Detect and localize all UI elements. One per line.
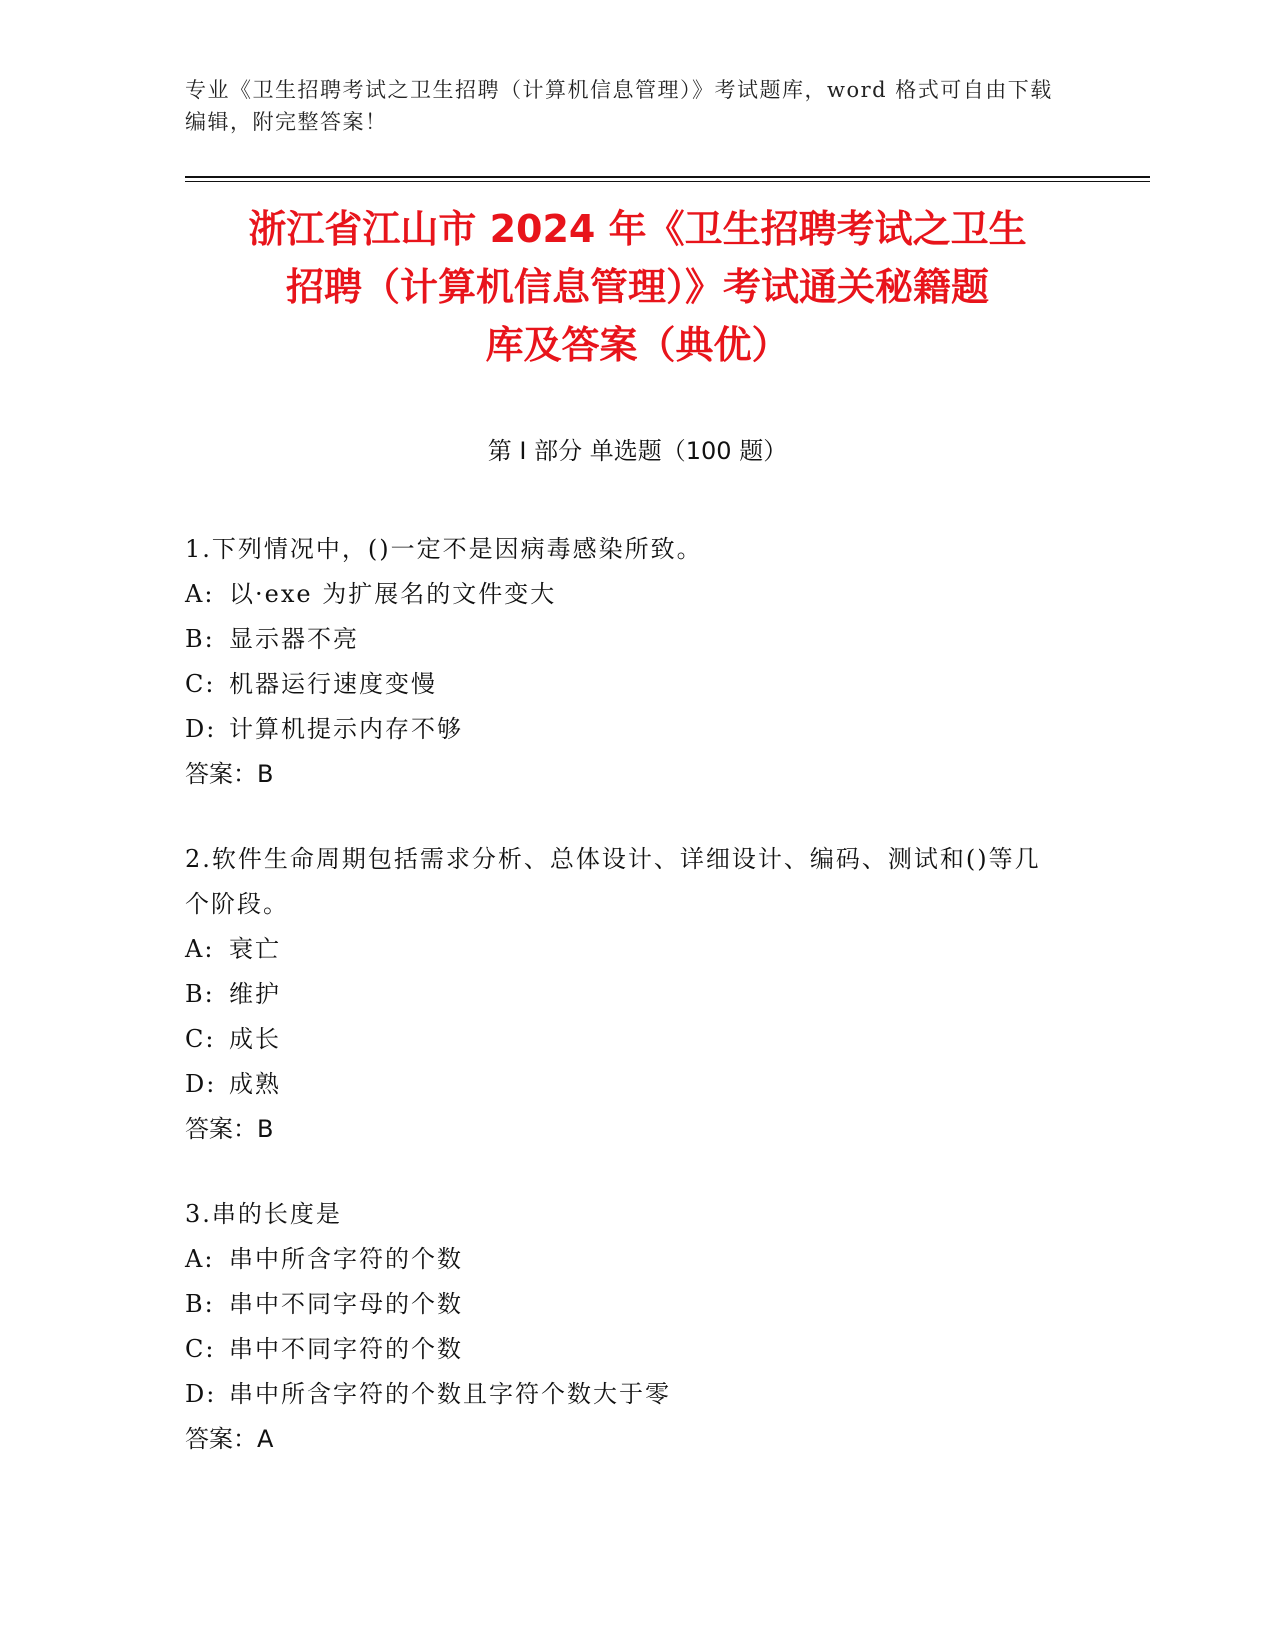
question-stem: 3.串的长度是 — [185, 1200, 342, 1228]
option-letter: B: — [185, 980, 215, 1008]
section-heading: 第 I 部分 单选题（100 题） — [487, 437, 788, 465]
option-letter: A: — [185, 935, 215, 963]
option-letter: A: — [185, 580, 215, 608]
option-d — [185, 1372, 1065, 1417]
header-divider-thick — [185, 176, 1150, 178]
option-text: 衰亡 — [229, 935, 281, 963]
option-c — [185, 1327, 1065, 1372]
question-stem: 1.下列情况中，()一定不是因病毒感染所致。 — [185, 535, 703, 563]
option-text: 机器运行速度变慢 — [229, 670, 437, 698]
option-d — [185, 707, 1065, 752]
question-2 — [185, 837, 1065, 1152]
option-letter: C: — [185, 1335, 216, 1363]
option-d — [185, 1062, 1065, 1107]
option-letter: D: — [185, 1070, 217, 1098]
option-text: 维护 — [229, 980, 281, 1008]
question-list — [185, 527, 1065, 1502]
option-text: 串中所含字符的个数 — [229, 1245, 463, 1273]
answer-line: 答案：A — [185, 1425, 274, 1453]
option-letter: B: — [185, 625, 215, 653]
option-letter: C: — [185, 670, 216, 698]
title-line-2: 招聘（计算机信息管理）》考试通关秘籍题 — [285, 265, 989, 309]
option-text: 计算机提示内存不够 — [229, 715, 463, 743]
option-text: 成长 — [229, 1025, 281, 1053]
document-title — [170, 200, 1105, 374]
question-stem: 2.软件生命周期包括需求分析、总体设计、详细设计、编码、测试和()等几个阶段。 — [185, 845, 1041, 918]
option-text: 成熟 — [229, 1070, 281, 1098]
question-3 — [185, 1192, 1065, 1462]
option-text: 串中所含字符的个数且字符个数大于零 — [229, 1380, 671, 1408]
option-letter: D: — [185, 1380, 217, 1408]
option-letter: B: — [185, 1290, 215, 1318]
option-b — [185, 972, 1065, 1017]
question-1 — [185, 527, 1065, 797]
option-letter: A: — [185, 1245, 215, 1273]
option-letter: C: — [185, 1025, 216, 1053]
title-line-3: 库及答案（典优） — [485, 323, 790, 367]
option-b — [185, 1282, 1065, 1327]
option-c — [185, 662, 1065, 707]
header-note: 专业《卫生招聘考试之卫生招聘（计算机信息管理）》考试题库，word 格式可自由下载编辑，附完整答案！ — [185, 78, 1053, 134]
option-text: 串中不同字母的个数 — [229, 1290, 463, 1318]
header-divider-thin — [185, 181, 1150, 182]
option-a — [185, 572, 1065, 617]
option-c — [185, 1017, 1065, 1062]
answer-line: 答案：B — [185, 760, 274, 788]
option-text: 显示器不亮 — [229, 625, 359, 653]
option-text: 以·exe 为扩展名的文件变大 — [229, 580, 557, 608]
option-a — [185, 1237, 1065, 1282]
title-line-1: 浙江省江山市 2024 年《卫生招聘考试之卫生 — [248, 207, 1027, 251]
option-letter: D: — [185, 715, 217, 743]
option-text: 串中不同字符的个数 — [229, 1335, 463, 1363]
option-b — [185, 617, 1065, 662]
answer-line: 答案：B — [185, 1115, 274, 1143]
option-a — [185, 927, 1065, 972]
